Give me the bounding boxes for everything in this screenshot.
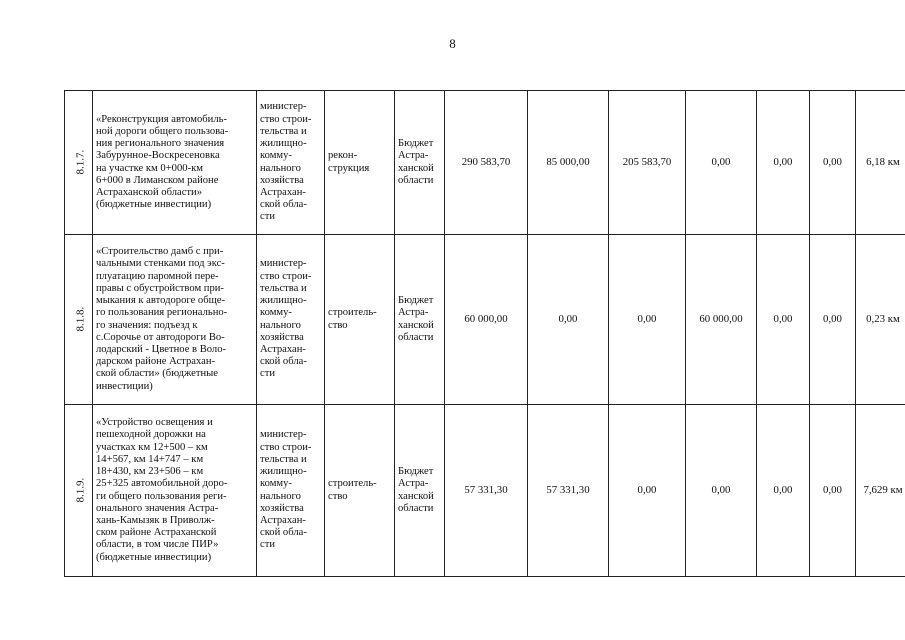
funding-source: Бюджет Астра- ханской области: [395, 91, 445, 235]
executor: министер- ство строи- тельства и жилищно- комму- нального хозяйства Астрахан- ской обла- сти: [257, 235, 325, 405]
funding-source: Бюджет Астра- ханской области: [395, 405, 445, 577]
table-row: [65, 235, 905, 405]
year-value-3: 0,00: [686, 91, 757, 235]
object-name: «Строительство дамб с при- чальными стенками под экс- плуатацию паромной пере- правы с обустройством при- мыкания к автодороге обще- го пользования регионально- го значения: подъезд к с.Сорочье от автодороги Во- лодарский - Цветное в Воло- дарском районе Астрахан- ской области» (бюджетные инвестиции): [93, 235, 257, 405]
total-value: 57 331,30: [445, 405, 528, 577]
row-number-cell: [65, 405, 93, 577]
year-value-5: 0,00: [810, 91, 856, 235]
capacity: 0,23 км: [856, 235, 905, 405]
year-value-4: 0,00: [757, 405, 810, 577]
table-row: [65, 405, 905, 577]
capacity: 7,629 км: [856, 405, 905, 577]
page-number: 8: [449, 36, 456, 51]
total-value: 60 000,00: [445, 235, 528, 405]
year-value-4: 0,00: [757, 91, 810, 235]
year-value-2: 0,00: [609, 235, 686, 405]
row-number: 8.1.7.: [74, 149, 87, 175]
row-number-cell: [65, 91, 93, 235]
investment-table: [64, 90, 905, 577]
year-value-2: 205 583,70: [609, 91, 686, 235]
executor: министер- ство строи- тельства и жилищно- комму- нального хозяйства Астрахан- ской обла- сти: [257, 91, 325, 235]
work-type: строитель- ство: [325, 235, 395, 405]
year-value-4: 0,00: [757, 235, 810, 405]
funding-source: Бюджет Астра- ханской области: [395, 235, 445, 405]
year-value-5: 0,00: [810, 235, 856, 405]
year-value-3: 60 000,00: [686, 235, 757, 405]
row-number-cell: [65, 235, 93, 405]
work-type: строитель- ство: [325, 405, 395, 577]
total-value: 290 583,70: [445, 91, 528, 235]
object-name: «Устройство освещения и пешеходной дорожки на участках км 12+500 – км 14+567, км 14+747 – км 18+430, км 23+506 – км 25+325 автомобильной доро- ги общего пользования реги- онального значения Астра- хань-Камызяк в Приволж- ском районе Астраханской области, в том числе ПИР» (бюджетные инвестиции): [93, 405, 257, 577]
row-number: 8.1.9.: [74, 477, 87, 503]
year-value-5: 0,00: [810, 405, 856, 577]
capacity: 6,18 км: [856, 91, 905, 235]
year-value-1: 57 331,30: [528, 405, 609, 577]
year-value-1: 85 000,00: [528, 91, 609, 235]
table-row: [65, 91, 905, 235]
object-name: «Реконструкция автомобиль- ной дороги общего пользова- ния регионального значения Забурунное-Воскресеновка на участке км 0+000-км 6+000 в Лиманском районе Астраханской области» (бюджетные инвестиции): [93, 91, 257, 235]
year-value-3: 0,00: [686, 405, 757, 577]
row-number: 8.1.8.: [74, 306, 87, 332]
year-value-2: 0,00: [609, 405, 686, 577]
executor: министер- ство строи- тельства и жилищно- комму- нального хозяйства Астрахан- ской обла- сти: [257, 405, 325, 577]
work-type: рекон- струкция: [325, 91, 395, 235]
year-value-1: 0,00: [528, 235, 609, 405]
